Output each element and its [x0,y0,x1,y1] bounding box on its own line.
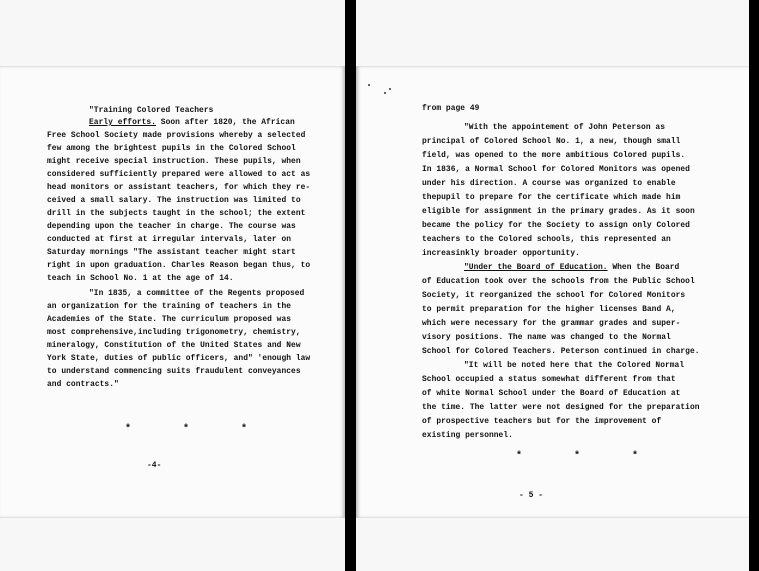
right-page [356,66,759,518]
left-line-13: teach in School No. 1 at the age of 14. [47,274,234,283]
left-line-7: ceived a small salary. The instruction was limited to [47,196,301,205]
left-page-number: -4- [147,461,162,470]
right-board-line-1-text: When the Board [607,263,680,272]
left-line-11: Saturday mornings "The assistant teacher might start [47,248,296,257]
scan-speck [384,92,386,94]
left-line-16: Academies of the State. The curriculum proposed was [47,315,292,324]
right-board-line-5: which were necessary for the grammar grades and super- [422,319,681,328]
left-line-17: most comprehensive,including trigonometry, chemistry, [47,328,301,337]
right-line-4: In 1836, a Normal School for Colored Monitors was opened [422,165,690,174]
left-line-4: might receive special instruction. These pupils, when [47,157,301,166]
left-line-9: depending upon the teacher in charge. The course was [47,222,296,231]
left-line-10: conducted at first at irregular intervals, later on [47,235,292,244]
left-line-1 [89,118,295,127]
from-page-note: from page 49 [422,104,480,113]
right-board-line-8: "It will be noted here that the Colored Normal [464,361,685,370]
binding-gutter [345,0,356,571]
right-line-8: became the policy for the Society to assign only Colored [422,221,690,230]
left-line-6: head monitors or assistant teachers, for which they re- [47,183,311,192]
left-line-20: to understand commencing suits fraudulent conveyances [47,367,301,376]
left-line-8: drill in the subjects taught in the school; the extent [47,209,306,218]
right-line-1: "With the appointement of John Peterson as [464,123,665,132]
board-of-education-label: "Under the Board of Education. [464,263,608,272]
right-line-2: principal of Colored School No. 1, a new, though small [422,137,681,146]
right-board-line-1 [464,263,679,272]
scan-speck [389,88,391,90]
right-board-line-11: the time. The latter were not designed for the preparation [422,403,700,412]
right-board-line-4: to permit preparation for the higher licenses Band A, [422,305,676,314]
right-board-line-12: of prospective teachers but for the improvement of [422,417,662,426]
right-line-9: teachers to the Colored schools, this represented an [422,235,671,244]
left-page-top-margin [0,0,345,66]
right-section-dots: * * * [516,451,662,462]
right-board-line-3: Society, it reorganized the school for Colored Monitors [422,291,686,300]
left-line-2: Free School Society made provisions whereby a selected [47,131,306,140]
left-section-dots: * * * [125,424,271,435]
right-page-number: - 5 - [519,491,544,500]
right-board-line-10: of white Normal School under the Board of Education at [422,389,681,398]
right-line-10: increasinkly broader opportunity. [422,249,580,258]
scan-speck [368,84,370,86]
right-line-7: eligible for assignment in the primary grades. As it soon [422,207,695,216]
early-efforts-label: Early efforts. [89,118,156,127]
left-page-heading: "Training Colored Teachers [89,106,214,115]
left-line-5: considered sufficiently prepared were allowed to act as [47,170,311,179]
left-line-18: mineralogy, Constitution of the United States and New [47,341,301,350]
right-page-top-margin [356,0,759,66]
left-page-bottom-margin [0,518,345,571]
right-board-line-6: visory positions. The name was changed to the Normal [422,333,671,342]
left-line-1-text: Soon after 1820, the African [156,118,295,127]
right-board-line-2: of Education took over the schools from the Public School [422,277,695,286]
right-board-line-9: School occupied a status somewhat different from that [422,375,676,384]
scan-edge [749,0,759,571]
left-line-14: "In 1835, a committee of the Regents proposed [89,289,305,298]
right-line-3: field, was opened to the more ambitious Colored pupils. [422,151,686,160]
left-line-3: few among the brightest pupils in the Colored School [47,144,296,153]
right-board-line-13: existing personnel. [422,431,513,440]
left-line-19: York State, duties of public officers, and" 'enough law [47,354,311,363]
left-page [0,66,345,518]
left-line-21: and contracts." [47,380,119,389]
right-line-6: thepupil to prepare for the certificate which made him [422,193,681,202]
left-line-12: right in upon graduation. Charles Reason began thus, to [47,261,311,270]
right-line-5: under his direction. A course was organized to enable [422,179,676,188]
left-line-15: an organization for the training of teachers in the [47,302,292,311]
right-board-line-7: School for Colored Teachers. Peterson continued in charge. [422,347,700,356]
right-page-bottom-margin [356,518,759,571]
